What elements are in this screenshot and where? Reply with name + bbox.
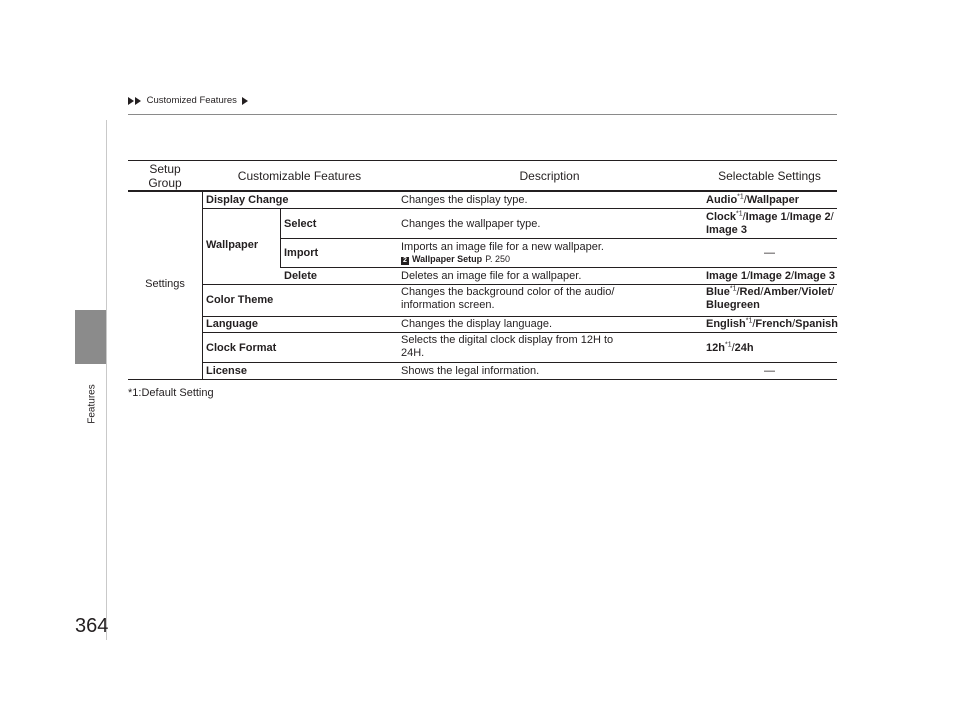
row-language-settings xyxy=(706,318,838,331)
row-color-theme-feature: Color Theme xyxy=(206,294,274,306)
row-color-theme-description xyxy=(401,286,614,312)
default-marker: *1 xyxy=(737,193,744,201)
setting-blue: Blue xyxy=(706,286,730,298)
table-top-rule xyxy=(128,160,837,161)
header-setup-group-line2: Group xyxy=(148,176,182,190)
setting-12h: 12h xyxy=(706,342,725,354)
default-marker: *1 xyxy=(745,317,753,325)
group-divider xyxy=(202,192,203,379)
setting-image-2: Image 2 xyxy=(789,211,831,223)
setting-image-3: Image 3 xyxy=(706,224,747,236)
setting-spanish: Spanish xyxy=(795,318,838,330)
row-clock-format-description xyxy=(401,334,613,360)
table-bottom-rule xyxy=(128,379,837,380)
side-rule xyxy=(106,120,107,640)
separator: / xyxy=(791,270,795,282)
separator: / xyxy=(831,286,835,298)
row-language-feature: Language xyxy=(206,318,258,330)
row-display-change-description: Changes the display type. xyxy=(401,194,528,206)
table-header-rule xyxy=(128,190,837,192)
side-tab-marker xyxy=(75,310,106,364)
row-wallpaper-feature: Wallpaper xyxy=(206,239,259,251)
row-select-subfeature: Select xyxy=(284,218,317,230)
row-select-settings xyxy=(706,211,834,237)
group-settings: Settings xyxy=(145,278,185,290)
row-display-change-settings xyxy=(706,194,799,207)
setting-image-2: Image 2 xyxy=(750,270,791,282)
header-description: Description xyxy=(519,169,580,183)
side-tab-label: Features xyxy=(86,384,98,424)
row-color-theme-description-line2: information screen. xyxy=(401,299,495,311)
separator: / xyxy=(731,342,735,354)
setting-violet: Violet xyxy=(801,286,832,298)
breadcrumb-arrow-icon xyxy=(242,97,248,105)
row-import-description xyxy=(401,241,604,265)
row-rule xyxy=(202,332,837,333)
row-select-description: Changes the wallpaper type. xyxy=(401,218,541,230)
separator: / xyxy=(798,286,802,298)
setting-clock: Clock xyxy=(706,211,736,223)
row-rule xyxy=(202,316,837,317)
row-color-theme-description-line1: Changes the background color of the audio/ xyxy=(401,286,615,298)
row-rule xyxy=(202,362,837,363)
row-color-theme-settings xyxy=(706,286,834,312)
row-rule xyxy=(202,284,837,285)
wallpaper-setup-link[interactable] xyxy=(401,254,604,265)
row-clock-format-description-line2: 24H. xyxy=(401,347,425,359)
row-delete-settings xyxy=(706,270,835,283)
setting-red: Red xyxy=(739,286,761,298)
setting-image-3: Image 3 xyxy=(794,270,836,282)
setting-bluegreen: Bluegreen xyxy=(706,299,760,311)
separator: / xyxy=(760,286,764,298)
separator: / xyxy=(736,286,740,298)
row-color-theme-settings-line1 xyxy=(706,286,834,299)
setting-amber: Amber xyxy=(763,286,799,298)
row-clock-format-settings xyxy=(706,342,754,355)
default-marker: *1 xyxy=(724,341,732,349)
breadcrumb-section-link[interactable]: Customized Features xyxy=(146,95,237,106)
row-rule xyxy=(202,208,837,209)
footnote: *1:Default Setting xyxy=(128,387,214,399)
row-clock-format-description-line1: Selects the digital clock display from 12H to xyxy=(401,334,614,346)
setting-wallpaper: Wallpaper xyxy=(746,194,800,206)
row-license-feature: License xyxy=(206,365,247,377)
row-rule xyxy=(280,267,837,268)
row-select-settings-line1 xyxy=(706,211,834,224)
breadcrumb[interactable] xyxy=(128,95,249,108)
default-marker: *1 xyxy=(735,210,743,218)
setting-english: English xyxy=(706,318,746,330)
setting-image-1: Image 1 xyxy=(706,270,747,282)
row-license-description: Shows the legal information. xyxy=(401,365,540,377)
row-import-subfeature: Import xyxy=(284,247,319,259)
page-number: 364 xyxy=(75,615,109,637)
header-customizable-features: Customizable Features xyxy=(237,169,362,183)
separator: / xyxy=(752,318,756,330)
row-import-description-text: Imports an image file for a new wallpaper. xyxy=(401,241,604,253)
separator: / xyxy=(742,211,746,223)
breadcrumb-arrow-icon xyxy=(135,97,141,105)
xref-title: Wallpaper Setup xyxy=(412,254,483,264)
row-clock-format-feature: Clock Format xyxy=(206,342,277,354)
separator: / xyxy=(786,211,790,223)
row-display-change-feature: Display Change xyxy=(206,194,289,206)
setting-audio: Audio xyxy=(706,194,738,206)
row-import-settings: — xyxy=(764,247,775,259)
header-rule xyxy=(128,114,837,115)
separator: / xyxy=(830,211,834,223)
setting-image-1: Image 1 xyxy=(745,211,787,223)
setting-french: French xyxy=(755,318,793,330)
setting-24h: 24h xyxy=(734,342,754,354)
row-rule xyxy=(280,238,837,239)
default-marker: *1 xyxy=(729,285,737,293)
xref-page: P. 250 xyxy=(485,254,511,264)
header-setup-group-line1: Setup xyxy=(149,162,181,176)
separator: / xyxy=(743,194,747,206)
separator: / xyxy=(792,318,796,330)
header-setup-group xyxy=(128,162,202,190)
row-license-settings: — xyxy=(764,365,775,377)
row-delete-description: Deletes an image file for a wallpaper. xyxy=(401,270,582,282)
separator: / xyxy=(746,270,751,282)
row-language-description: Changes the display language. xyxy=(401,318,553,330)
header-selectable-settings: Selectable Settings xyxy=(718,169,821,183)
page-reference-icon: 2 xyxy=(401,257,409,265)
row-delete-subfeature: Delete xyxy=(284,270,318,282)
breadcrumb-arrow-icon xyxy=(128,97,134,105)
